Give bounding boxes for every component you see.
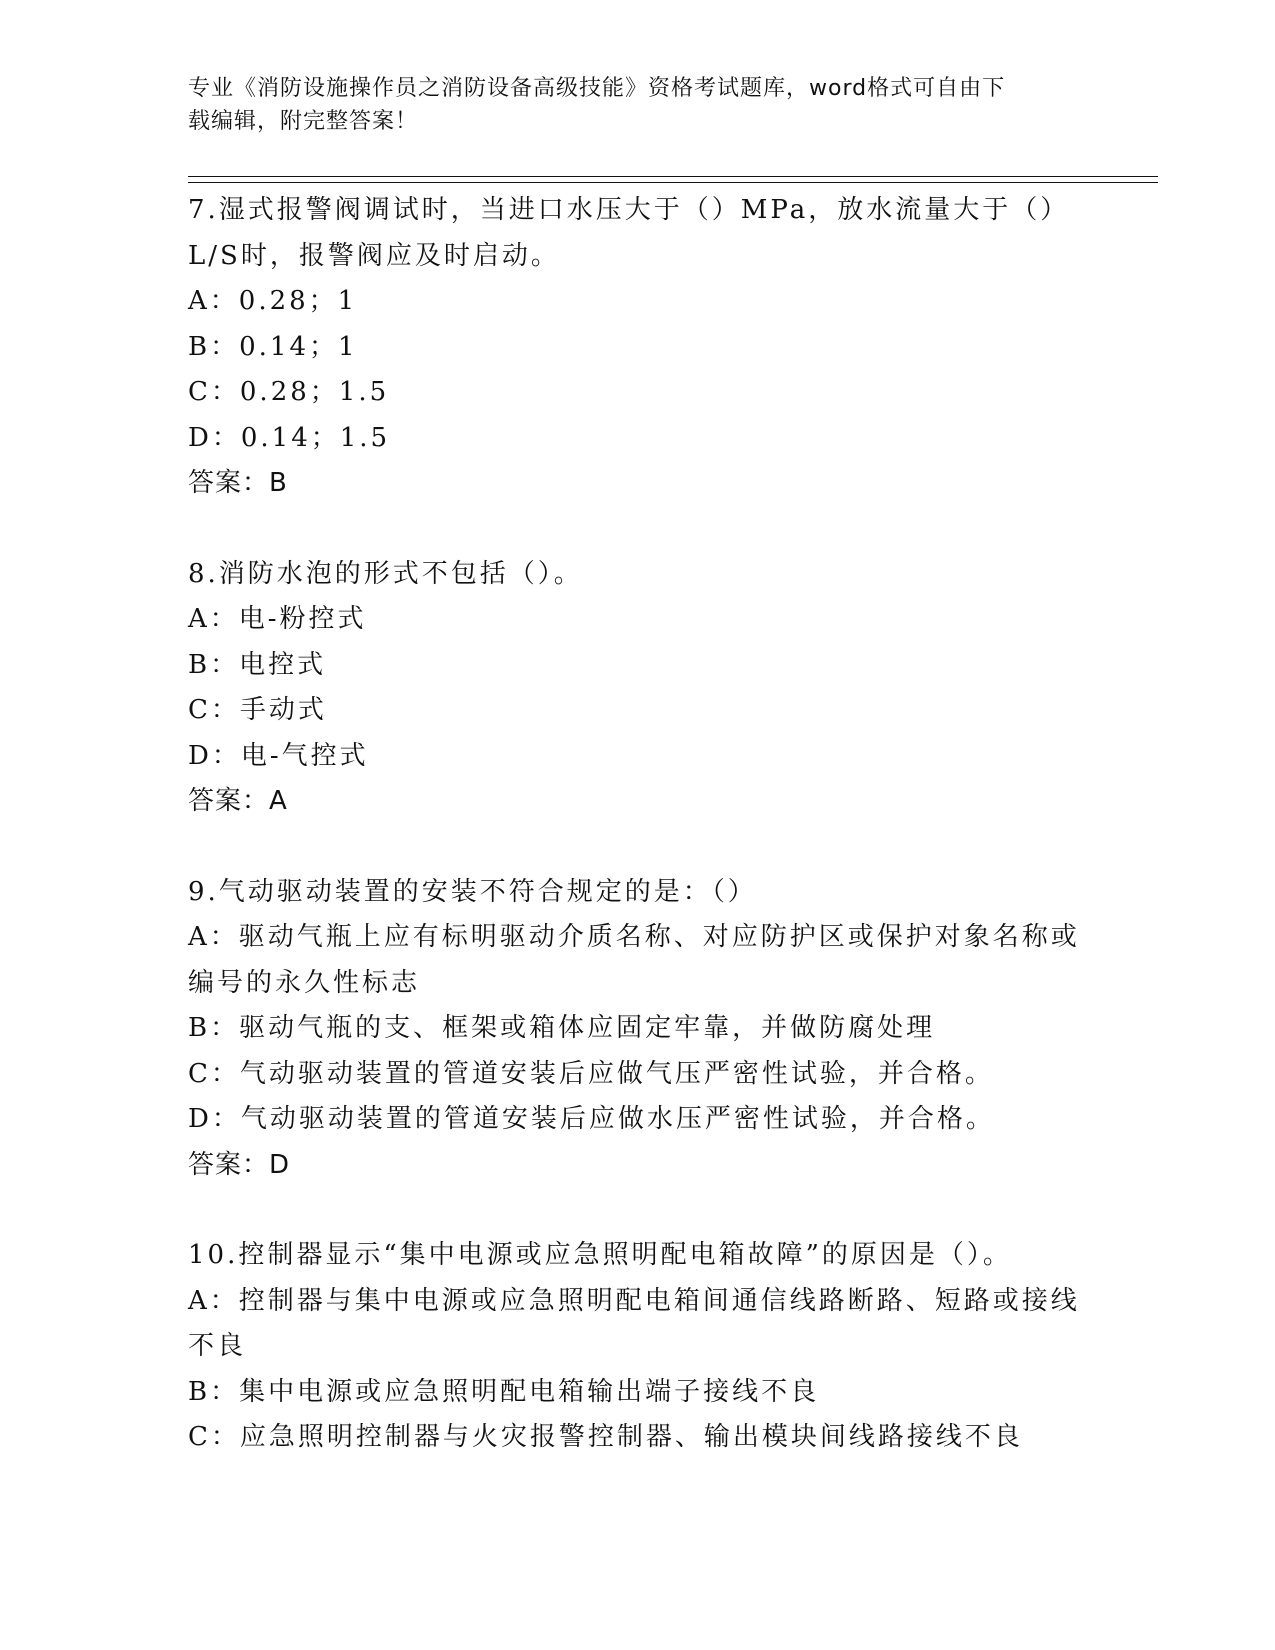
option-a-continued: 编号的永久性标志 (188, 967, 421, 998)
option-a: A：电-粉控式 (188, 604, 367, 634)
question-stem: 7.湿式报警阀调试时，当进口水压大于（）MPa，放水流量大于（） (188, 195, 1070, 225)
option-b: B：集中电源或应急照明配电箱输出端子接线不良 (188, 1376, 820, 1407)
option-c: C：气动驱动装置的管道安装后应做气压严密性试验，并合格。 (188, 1058, 994, 1089)
option-c: C：手动式 (188, 695, 327, 725)
question-stem: L/S时，报警阀应及时启动。 (188, 240, 560, 271)
answer: 答案：A (188, 786, 288, 816)
question-stem: 8.消防水泡的形式不包括（）。 (188, 558, 583, 589)
option-a: A：控制器与集中电源或应急照明配电箱间通信线路断路、短路或接线 (188, 1285, 1080, 1316)
document-intro (188, 72, 1068, 138)
header-divider (188, 182, 1158, 183)
option-c: C：应急照明控制器与火灾报警控制器、输出模块间线路接线不良 (188, 1422, 1023, 1452)
option-a-continued: 不良 (188, 1331, 247, 1361)
answer: 答案：B (188, 468, 288, 498)
option-a: A：0.28；1 (188, 286, 358, 316)
question-list (188, 188, 1088, 1461)
question-block (188, 1233, 1088, 1461)
option-b: B：0.14；1 (188, 331, 358, 362)
option-d: D：0.14；1.5 (188, 422, 391, 453)
question-block (188, 552, 1088, 825)
intro-line: 专业《消防设施操作员之消防设备高级技能》资格考试题库，word格式可自由下 (188, 76, 1006, 101)
option-a: A：驱动气瓶上应有标明驱动介质名称、对应防护区或保护对象名称或 (188, 922, 1080, 952)
header-divider (188, 176, 1158, 177)
answer: 答案：D (188, 1149, 291, 1180)
intro-line: 载编辑，附完整答案！ (188, 109, 419, 134)
option-b: B：电控式 (188, 649, 327, 680)
question-block (188, 188, 1088, 507)
question-stem: 9.气动驱动装置的安装不符合规定的是：（） (188, 876, 757, 907)
option-d: D：电-气控式 (188, 740, 369, 771)
question-stem: 10.控制器显示“集中电源或应急照明配电箱故障”的原因是（）。 (188, 1240, 1012, 1270)
option-d: D：气动驱动装置的管道安装后应做水压严密性试验，并合格。 (188, 1104, 995, 1134)
question-block (188, 870, 1088, 1189)
option-b: B：驱动气瓶的支、框架或箱体应固定牢靠，并做防腐处理 (188, 1013, 936, 1043)
option-c: C：0.28；1.5 (188, 377, 390, 407)
